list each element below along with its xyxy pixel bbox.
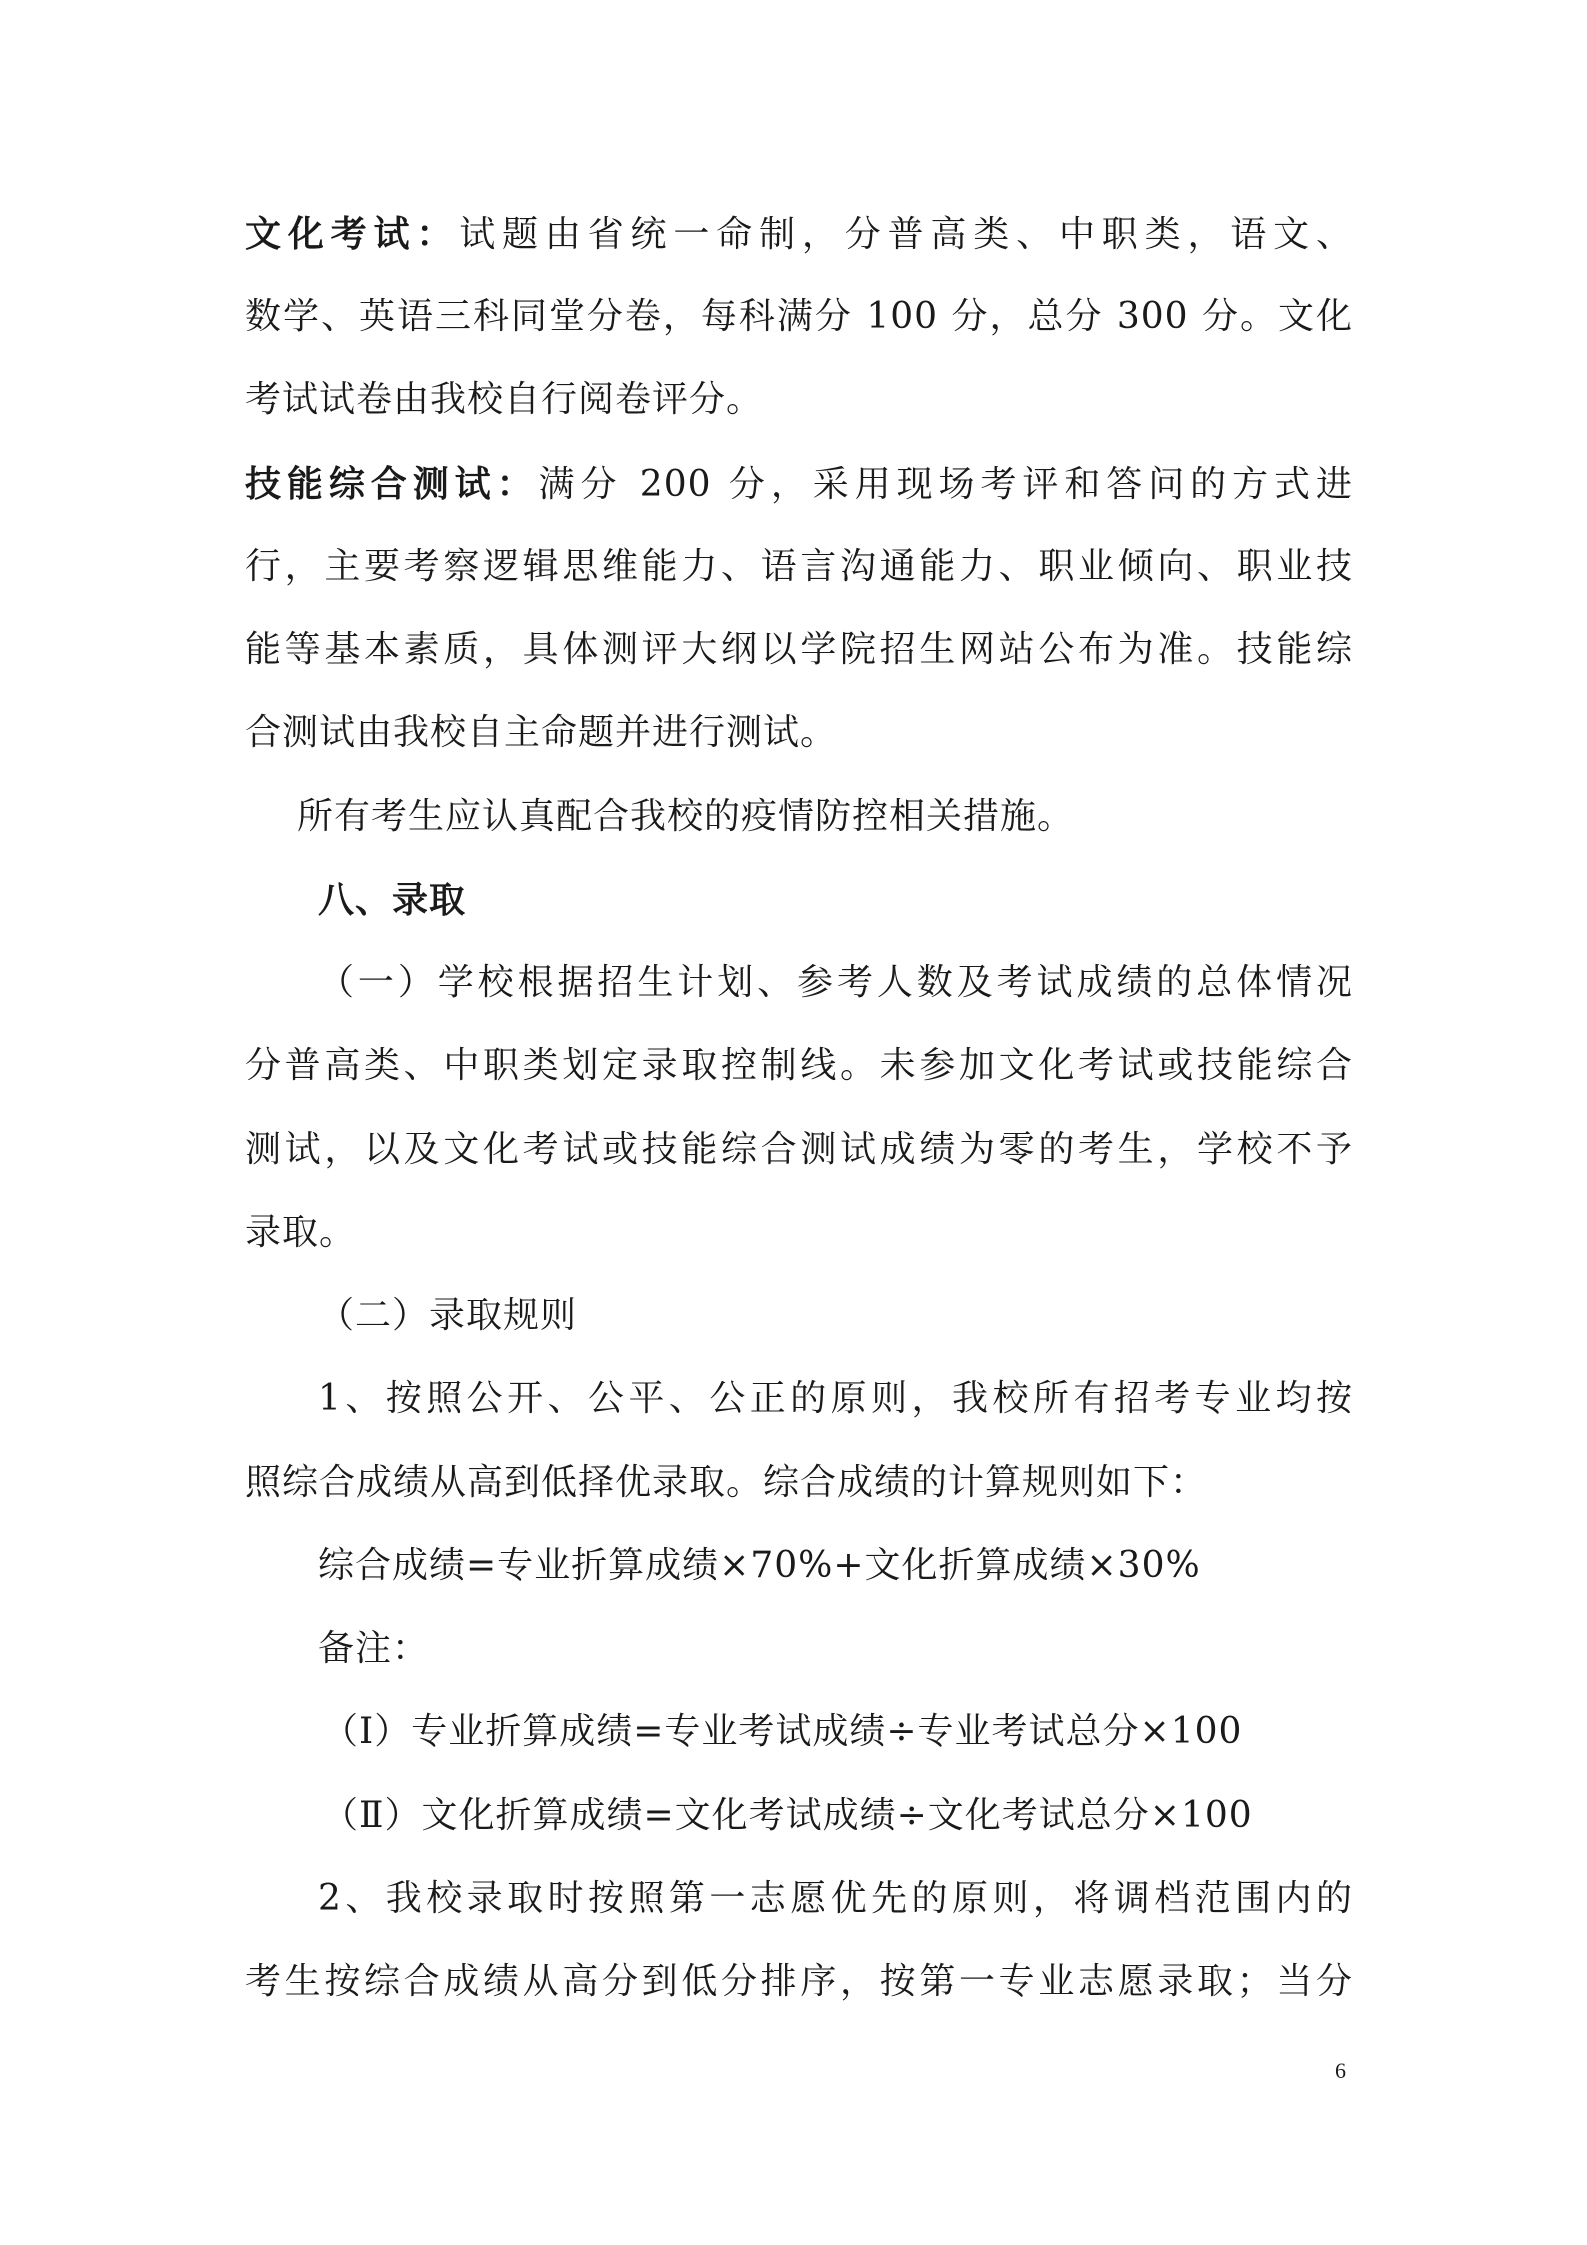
epidemic-note: 所有考生应认真配合我校的疫情防控相关措施。 xyxy=(297,796,1075,837)
admission-part1-line-1: （一）学校根据招生计划、参考人数及考试成绩的总体情况 xyxy=(318,962,1353,1003)
admission-part1-line-3: 测试，以及文化考试或技能综合测试成绩为零的考生，学校不予 xyxy=(245,1129,1353,1170)
admission-part2-heading: （二）录取规则 xyxy=(318,1295,578,1336)
skill-test-heading: 技能综合测试： xyxy=(245,463,539,505)
skill-test-line-3: 能等基本素质，具体测评大纲以学院招生网站公布为准。技能综 xyxy=(245,629,1353,670)
note-label: 备注： xyxy=(318,1628,430,1669)
admission-part1-line-4: 录取。 xyxy=(245,1212,357,1253)
skill-test-line-2: 行，主要考察逻辑思维能力、语言沟通能力、职业倾向、职业技 xyxy=(245,546,1353,587)
rule1-line-2: 照综合成绩从高到低择优录取。综合成绩的计算规则如下： xyxy=(245,1462,1208,1503)
culture-exam-line-2: 数学、英语三科同堂分卷，每科满分 100 分，总分 300 分。文化 xyxy=(245,296,1353,337)
rule2-line-1: 2、我校录取时按照第一志愿优先的原则，将调档范围内的 xyxy=(318,1878,1353,1919)
page-number: 6 xyxy=(1335,2058,1346,2083)
culture-exam-heading: 文化考试： xyxy=(245,213,460,255)
note-1: （Ⅰ）专业折算成绩=专业考试成绩÷专业考试总分×100 xyxy=(322,1711,1243,1752)
note-2: （Ⅱ）文化折算成绩=文化考试成绩÷文化考试总分×100 xyxy=(322,1795,1253,1836)
culture-exam-line-3: 考试试卷由我校自行阅卷评分。 xyxy=(245,379,764,420)
skill-test-line-4: 合测试由我校自主命题并进行测试。 xyxy=(245,712,838,753)
culture-exam-text: 试题由省统一命制，分普高类、中职类，语文、 xyxy=(459,214,1353,255)
skill-test-line-1 xyxy=(245,462,1353,507)
score-formula: 综合成绩=专业折算成绩×70%+文化折算成绩×30% xyxy=(318,1545,1201,1586)
admission-heading: 八、录取 xyxy=(318,879,467,921)
admission-part1-line-2: 分普高类、中职类划定录取控制线。未参加文化考试或技能综合 xyxy=(245,1045,1353,1086)
rule1-line-1: 1、按照公开、公平、公正的原则，我校所有招考专业均按 xyxy=(318,1378,1353,1419)
rule2-line-2: 考生按综合成绩从高分到低分排序，按第一专业志愿录取；当分 xyxy=(245,1961,1353,2002)
culture-exam-line-1 xyxy=(245,212,1353,257)
skill-test-text: 满分 200 分，采用现场考评和答问的方式进 xyxy=(538,464,1353,505)
